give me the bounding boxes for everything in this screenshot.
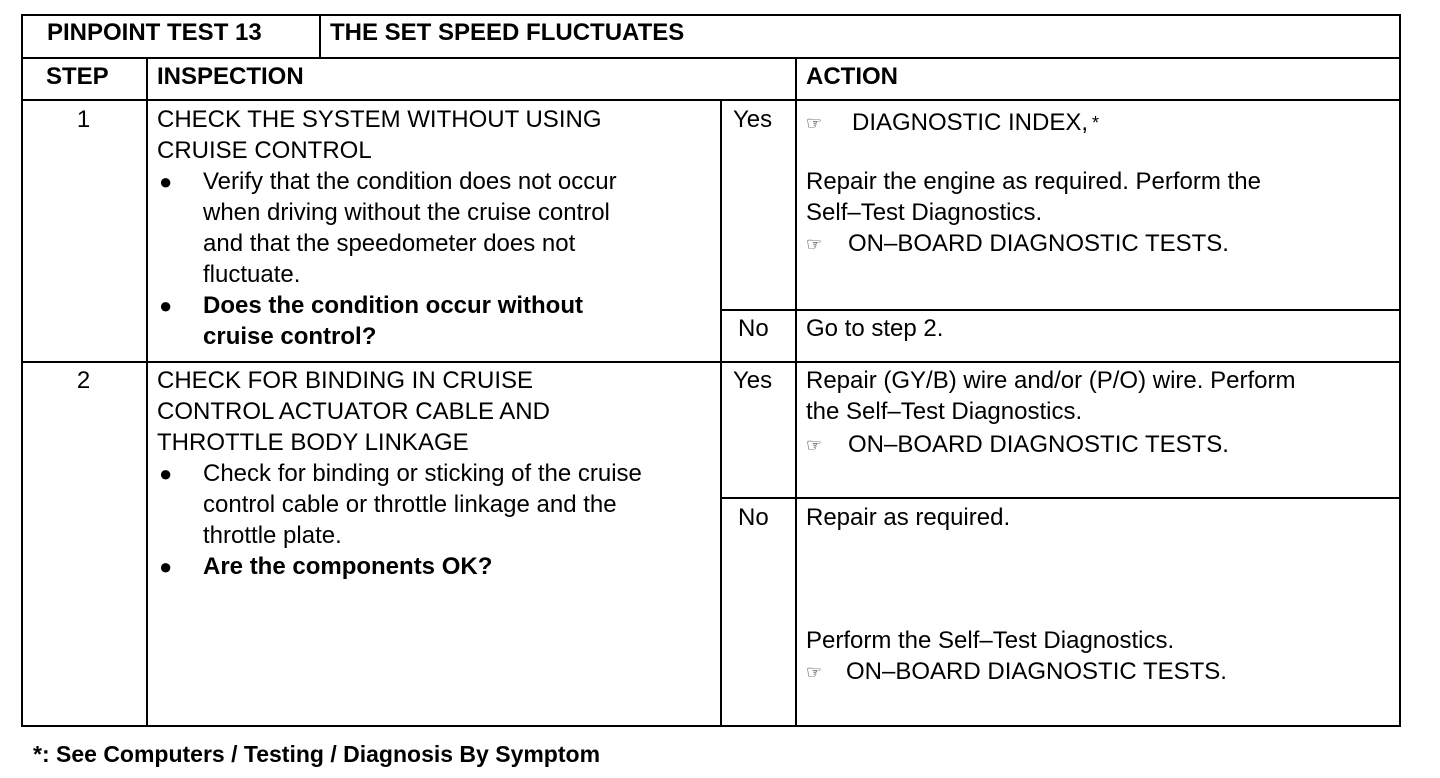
- pointing-hand-icon: ☞: [806, 234, 823, 254]
- column-header-inspection: INSPECTION: [157, 63, 304, 90]
- column-header-action: ACTION: [806, 63, 898, 90]
- pointing-hand-icon: ☞: [806, 662, 823, 682]
- step1-yes-text-line: Repair the engine as required. Perform the: [806, 168, 1261, 195]
- column-header-step: STEP: [46, 63, 109, 90]
- bullet-dot: ●: [159, 554, 173, 579]
- test-title: THE SET SPEED FLUCTUATES: [330, 19, 685, 46]
- step1-title-line: CHECK THE SYSTEM WITHOUT USING: [157, 106, 602, 133]
- step2-no-text2: Perform the Self–Test Diagnostics.: [806, 627, 1175, 654]
- step1-yes-label: Yes: [733, 106, 773, 133]
- step2-bullet1-line: Check for binding or sticking of the cruise: [203, 460, 642, 487]
- asterisk-mark: *: [1092, 113, 1100, 133]
- footnote: *: See Computers / Testing / Diagnosis By Symptom: [33, 741, 601, 767]
- bullet-dot: ●: [159, 461, 173, 486]
- step2-no-label: No: [738, 504, 769, 531]
- bullet-dot: ●: [159, 169, 173, 194]
- step-divider: [21, 361, 1401, 363]
- step1-no-action: Go to step 2.: [806, 315, 944, 342]
- step2-no-text1: Repair as required.: [806, 504, 1011, 531]
- step2-title-line: CONTROL ACTUATOR CABLE AND: [157, 398, 550, 425]
- step1-no-label: No: [738, 315, 769, 342]
- reference-link-onboard-tests[interactable]: ON–BOARD DIAGNOSTIC TESTS.: [848, 431, 1229, 458]
- reference-link-diagnostic-index[interactable]: DIAGNOSTIC INDEX,: [852, 109, 1089, 136]
- step2-yes-text-line: the Self–Test Diagnostics.: [806, 398, 1083, 425]
- reference-link-onboard-tests[interactable]: ON–BOARD DIAGNOSTIC TESTS.: [848, 230, 1229, 257]
- step1-bullet1-line: fluctuate.: [203, 261, 301, 288]
- step1-question-line: cruise control?: [203, 323, 377, 350]
- step2-yes-text-line: Repair (GY/B) wire and/or (P/O) wire. Perform: [806, 367, 1296, 394]
- step2-no-ref: [806, 656, 1227, 688]
- action-column-divider: [795, 57, 797, 727]
- step1-yes-ref2: [806, 228, 1229, 260]
- step-column-divider: [146, 57, 148, 727]
- header-title-divider: [319, 14, 321, 58]
- bullet-dot: ●: [159, 293, 173, 318]
- column-header-divider: [21, 99, 1401, 101]
- step1-bullet1-line: when driving without the cruise control: [203, 199, 610, 226]
- step2-yes-label: Yes: [733, 367, 773, 394]
- step-number: 2: [76, 367, 91, 394]
- step2-title-line: THROTTLE BODY LINKAGE: [157, 429, 469, 456]
- pointing-hand-icon: ☞: [806, 435, 823, 455]
- step2-title-line: CHECK FOR BINDING IN CRUISE: [157, 367, 534, 394]
- step2-yes-no-divider: [720, 497, 1401, 499]
- header-divider: [21, 57, 1401, 59]
- step1-yes-text-line: Self–Test Diagnostics.: [806, 199, 1043, 226]
- step1-bullet1-line: Verify that the condition does not occur: [203, 168, 617, 195]
- step2-bullet1-line: throttle plate.: [203, 522, 342, 549]
- answer-column-left-divider: [720, 99, 722, 727]
- step2-yes-ref: [806, 429, 1229, 461]
- step2-question-line: Are the components OK?: [203, 553, 493, 580]
- step1-question-line: Does the condition occur without: [203, 292, 583, 319]
- reference-link-onboard-tests[interactable]: ON–BOARD DIAGNOSTIC TESTS.: [846, 658, 1227, 685]
- test-label: PINPOINT TEST 13: [47, 19, 262, 46]
- step1-yes-no-divider: [720, 309, 1401, 311]
- step1-bullet1-line: and that the speedometer does not: [203, 230, 576, 257]
- step2-bullet1-line: control cable or throttle linkage and the: [203, 491, 617, 518]
- step1-title-line: CRUISE CONTROL: [157, 137, 372, 164]
- pointing-hand-icon: ☞: [806, 113, 823, 133]
- step-number: 1: [76, 106, 91, 133]
- step1-yes-ref1: [806, 107, 1099, 139]
